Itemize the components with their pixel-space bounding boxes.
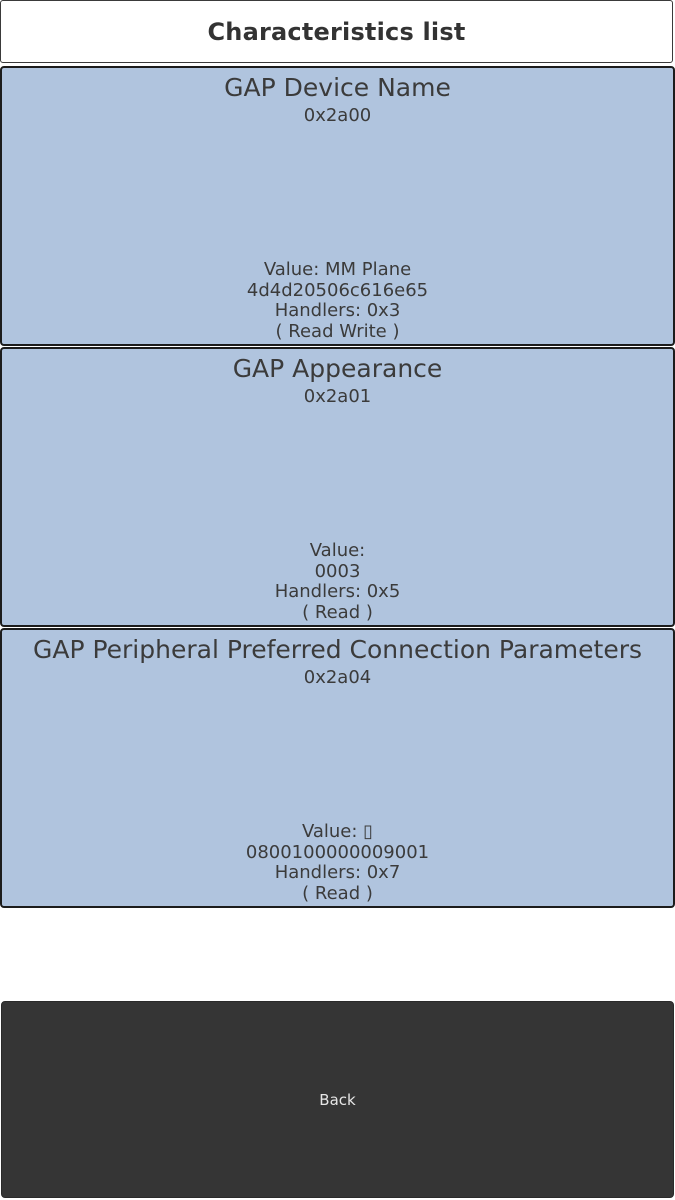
- characteristic-details: [2, 541, 673, 623]
- characteristic-card-connection-parameters[interactable]: [0, 628, 675, 908]
- page-title: Characteristics list: [207, 17, 466, 46]
- characteristic-name: GAP Appearance: [232, 354, 443, 383]
- characteristic-name: GAP Device Name: [224, 73, 451, 102]
- characteristic-uuid: 0x2a00: [303, 105, 372, 126]
- back-button[interactable]: Back: [1, 1001, 674, 1198]
- characteristic-value: Value: ▯: [301, 821, 374, 842]
- characteristic-name: GAP Peripheral Preferred Connection Parameters: [32, 635, 643, 664]
- page-header: [0, 0, 673, 63]
- characteristic-handlers: Handlers: 0x3: [274, 300, 401, 321]
- characteristic-properties: ( Read ): [302, 601, 373, 623]
- characteristic-handlers: Handlers: 0x5: [274, 581, 401, 602]
- characteristic-value-hex: 0800100000009001: [245, 841, 430, 863]
- characteristic-value: Value:: [309, 540, 366, 561]
- characteristic-uuid: 0x2a04: [303, 667, 372, 688]
- characteristic-details: [2, 822, 673, 904]
- characteristic-properties: ( Read ): [302, 882, 373, 904]
- characteristic-value-hex: 4d4d20506c616e65: [246, 279, 429, 301]
- characteristic-handlers: Handlers: 0x7: [274, 862, 401, 883]
- characteristic-details: [2, 260, 673, 342]
- characteristic-value: Value: MM Plane: [263, 259, 412, 280]
- characteristic-uuid: 0x2a01: [303, 386, 372, 407]
- characteristic-value-hex: 0003: [314, 560, 361, 582]
- characteristic-properties: ( Read Write ): [275, 320, 400, 342]
- characteristic-card-device-name[interactable]: [0, 66, 675, 346]
- characteristic-card-appearance[interactable]: [0, 347, 675, 627]
